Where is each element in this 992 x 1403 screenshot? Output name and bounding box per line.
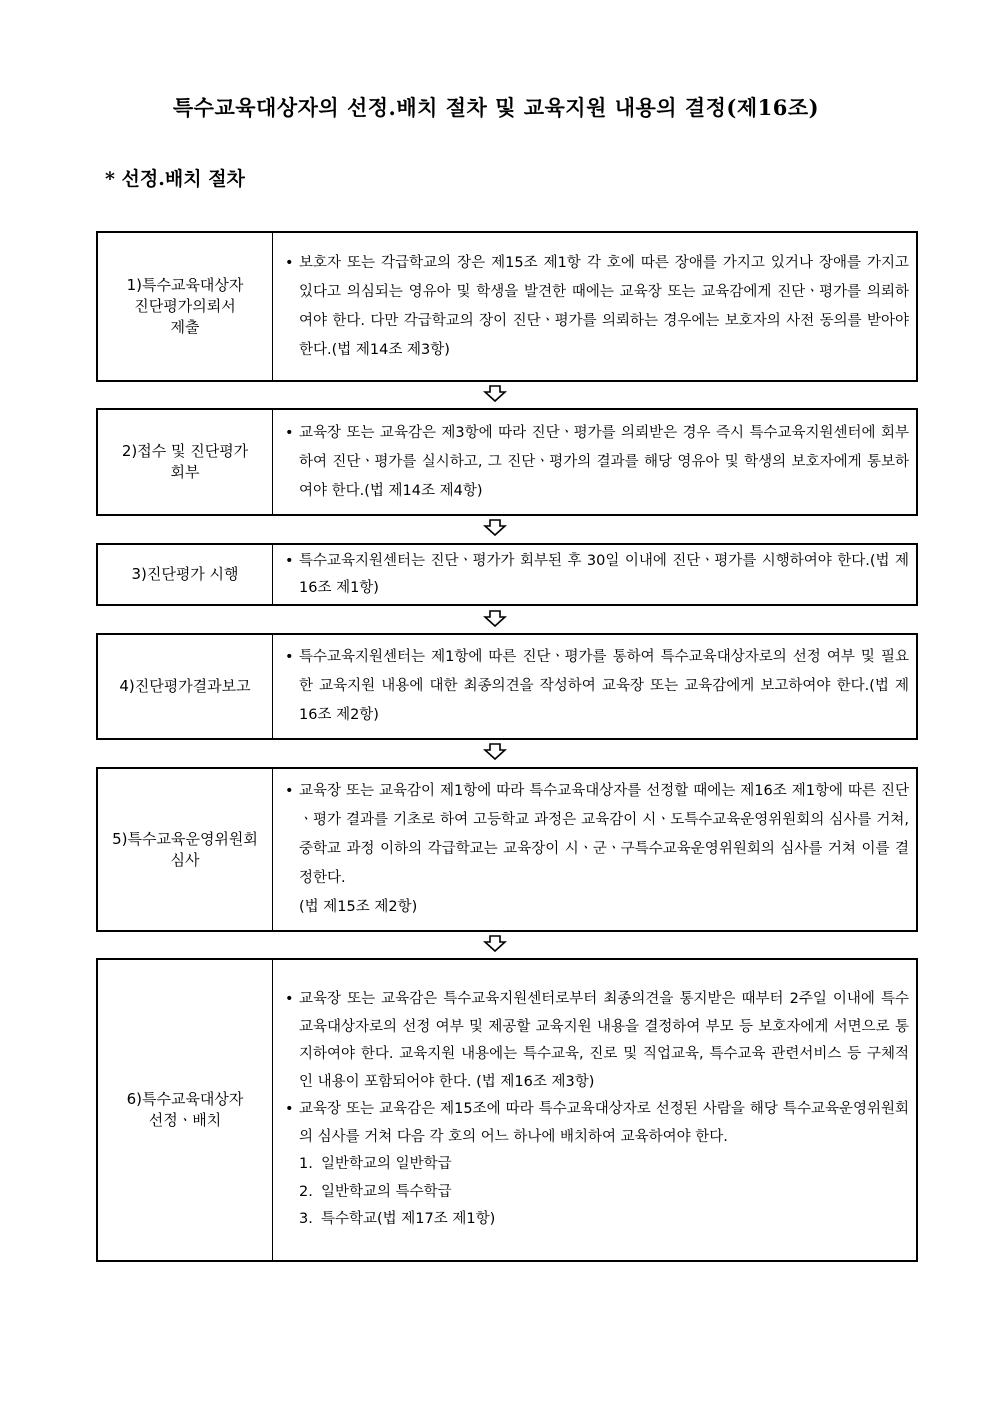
sub-item-number: 3. [299, 1211, 313, 1228]
sub-item-text: 일반학교의 일반학급 [321, 1156, 452, 1173]
step-1-label-line: 1)특수교육대상자 [126, 276, 244, 294]
step-2-box [96, 408, 918, 516]
bullet-text: 특수교육지원센터는 제1항에 따른 진단ㆍ평가를 통하여 특수교육대상자로의 선정 여부 및 필요한 교육지원 내용에 대한 최종의견을 작성하여 교육장 또는 교육감에게 보고하여야 한다.(법 제16조 제2항) [299, 649, 909, 723]
down-arrow-icon [483, 385, 507, 403]
step-1-content [273, 233, 916, 380]
step-6-content [273, 960, 916, 1260]
step-6-box [96, 958, 918, 1262]
step-6-sub-item [285, 1179, 909, 1207]
section-heading: * 선정.배치 절차 [105, 168, 245, 190]
step-4-box [96, 633, 918, 740]
step-1-label-line: 제출 [170, 318, 200, 336]
bullet-mark: • [285, 254, 294, 271]
step-4-content [273, 635, 916, 738]
step-5-label [98, 769, 273, 930]
step-2-label-line: 2)접수 및 진단평가 [121, 442, 249, 460]
step-5-label-line: 심사 [170, 850, 200, 869]
bullet-text: 교육장 또는 교육감은 제3항에 따라 진단ㆍ평가를 의뢰받은 경우 즉시 특수교육지원센터에 회부하여 진단ㆍ평가를 실시하고, 그 진단ㆍ평가의 결과를 해당 영유아 및 학생의 보호자에게 통보하여야 한다.(법 제14조 제4항) [299, 424, 909, 499]
step-1-label [98, 233, 273, 380]
step-3-label [98, 545, 273, 604]
bullet-text: 특수교육지원센터는 진단ㆍ평가가 회부된 후 30일 이내에 진단ㆍ평가를 시행하여야 한다.(법 제16조 제1항) [299, 552, 909, 596]
step-6-label-line: 6)특수교육대상자 [126, 1090, 244, 1108]
step-2-bullet [285, 419, 909, 506]
sub-item-number: 1. [299, 1156, 313, 1173]
sub-item-text: 특수학교(법 제17조 제1항) [321, 1211, 496, 1228]
step-1-bullet [285, 249, 909, 365]
step-4-label [98, 635, 273, 738]
step-1-box [96, 231, 918, 382]
step-5-trailing-note: (법 제15조 제2항) [299, 899, 418, 915]
step-3-content [273, 545, 916, 604]
down-arrow-icon [483, 935, 507, 953]
step-4-label-line: 4)진단평가결과보고 [119, 677, 251, 695]
bullet-text: 교육장 또는 교육감은 특수교육지원센터로부터 최종의견을 통지받은 때부터 2주일 이내에 특수교육대상자로의 선정 여부 및 제공할 교육지원 내용을 결정하여 부모 등 보호자에게 서면으로 통지하여야 한다. 교육지원 내용에는 특수교육, 진로 및 직업교육, 특수교육 관련서비스 등 구체적인 내용이 포함되어야 한다. (법 제16조 제3항) [299, 991, 909, 1090]
bullet-text: 교육장 또는 교육감은 제15조에 따라 특수교육대상자로 선정된 사람을 해당 특수교육운영위원회의 심사를 거쳐 다음 각 호의 어느 하나에 배치하여 교육하여야 한다. [299, 1101, 909, 1145]
step-6-label [98, 960, 273, 1260]
step-5-bullet [285, 777, 909, 893]
bullet-text: 교육장 또는 교육감이 제1항에 따라 특수교육대상자를 선정할 때에는 제16조 제1항에 따른 진단ㆍ평가 결과를 기초로 하여 고등학교 과정은 교육감이 시ㆍ도특수교육운영위원회의 심사를 거쳐, 중학교 과정 이하의 각급학교는 교육장이 시ㆍ군ㆍ구특수교육운영위원회의 심사를 거쳐 이를 결정한다. [299, 783, 909, 886]
bullet-mark: • [285, 424, 294, 441]
step-6-sub-item [285, 1151, 909, 1179]
sub-item-number: 2. [299, 1183, 313, 1200]
step-1-label-line: 진단평가의뢰서 [134, 297, 236, 315]
step-2-label [98, 410, 273, 514]
down-arrow-icon [483, 610, 507, 628]
step-3-box [96, 543, 918, 606]
step-5-label-line: 5)특수교육운영위원회 [112, 829, 258, 848]
step-3-bullet [285, 548, 909, 602]
page-title: 특수교육대상자의 선정.배치 절차 및 교육지원 내용의 결정(제16조) [172, 95, 820, 120]
step-2-content [273, 410, 916, 514]
bullet-mark: • [285, 649, 294, 665]
step-6-sub-item [285, 1206, 909, 1234]
sub-item-text: 일반학교의 특수학급 [321, 1183, 452, 1200]
bullet-mark: • [285, 552, 294, 569]
down-arrow-icon [483, 519, 507, 537]
step-4-bullet [285, 643, 909, 730]
step-3-label-line: 3)진단평가 시행 [131, 565, 239, 583]
step-6-label-line: 선정ㆍ배치 [148, 1111, 222, 1129]
step-5-box [96, 767, 918, 932]
step-6-bullet [285, 1096, 909, 1151]
step-5-content [273, 769, 916, 930]
bullet-mark: • [285, 1101, 294, 1118]
bullet-mark: • [285, 991, 294, 1008]
bullet-mark: • [285, 783, 294, 799]
step-2-label-line: 회부 [170, 463, 200, 481]
bullet-text: 보호자 또는 각급학교의 장은 제15조 제1항 각 호에 따른 장애를 가지고 있거나 장애를 가지고 있다고 의심되는 영유아 및 학생을 발견한 때에는 교육장 또는 교육감에게 진단ㆍ평가를 의뢰하여야 한다. 다만 각급학교의 장이 진단ㆍ평가를 의뢰하는 경우에는 보호자의 사전 동의를 받아야 한다.(법 제14조 제3항) [299, 254, 909, 358]
step-6-bullet [285, 986, 909, 1096]
down-arrow-icon [483, 743, 507, 761]
